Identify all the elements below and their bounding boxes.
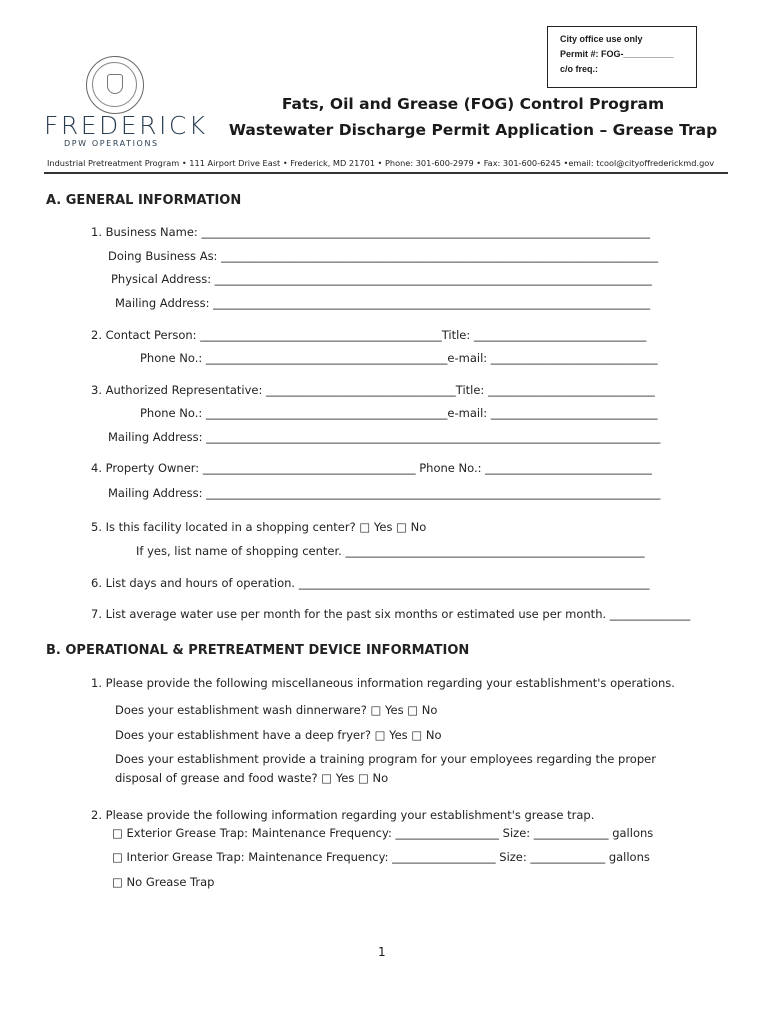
training-question-line1: Does your establishment provide a training program for your employees regarding the proper (115, 752, 656, 766)
logo-wordmark: FREDERICK (44, 111, 208, 140)
no-grease-trap-option[interactable]: □ No Grease Trap (112, 875, 215, 889)
program-address-line: Industrial Pretreatment Program • 111 Airport Drive East • Frederick, MD 21701 • Phone: 301-600-2979 • Fax: 301-600-6245 •email: tcool@cityoffrederickmd.gov (47, 158, 715, 168)
office-use-label: City office use only (560, 34, 643, 44)
grease-trap-prompt: 2. Please provide the following information regarding your establishment's grease trap. (91, 808, 595, 822)
water-use-field[interactable]: 7. List average water use per month for the past six months or estimated use per month. ______________ (91, 607, 691, 621)
mailing-address-field[interactable]: Mailing Address: ____________________________________________________________________________ (115, 296, 651, 310)
document-subtitle: Wastewater Discharge Permit Application – Grease Trap (228, 121, 718, 139)
doing-business-as-field[interactable]: Doing Business As: ____________________________________________________________________________ (108, 249, 659, 263)
misc-info-prompt: 1. Please provide the following miscellaneous information regarding your establishment's operations. (91, 676, 675, 690)
document-title: Fats, Oil and Grease (FOG) Control Program (281, 95, 665, 113)
city-office-use-box (547, 26, 697, 88)
training-question-line2[interactable]: disposal of grease and food waste? □ Yes □ No (115, 771, 389, 785)
page-number: 1 (378, 945, 386, 959)
authorized-representative-field[interactable]: 3. Authorized Representative: _________________________________Title: _____________________________ (91, 383, 655, 397)
shopping-center-name-field[interactable]: If yes, list name of shopping center. ____________________________________________________ (136, 544, 645, 558)
days-hours-field[interactable]: 6. List days and hours of operation. _____________________________________________________________ (91, 576, 650, 590)
dinnerware-question[interactable]: Does your establishment wash dinnerware? □ Yes □ No (115, 703, 438, 717)
shopping-center-question[interactable]: 5. Is this facility located in a shopping center? □ Yes □ No (91, 520, 427, 534)
exterior-grease-trap-row[interactable]: □ Exterior Grease Trap: Maintenance Frequency: __________________ Size: _____________ gallons (112, 826, 654, 840)
deep-fryer-question[interactable]: Does your establishment have a deep fryer? □ Yes □ No (115, 728, 442, 742)
city-seal-logo (86, 56, 144, 114)
representative-mailing-field[interactable]: Mailing Address: _______________________________________________________________________________ (108, 430, 661, 444)
owner-mailing-field[interactable]: Mailing Address: _______________________________________________________________________________ (108, 486, 661, 500)
business-name-field[interactable]: 1. Business Name: ______________________________________________________________________________ (91, 225, 650, 239)
permit-number-field: Permit #: FOG-__________ (560, 49, 674, 59)
header-divider (44, 172, 728, 174)
contact-phone-field[interactable]: Phone No.: __________________________________________e-mail: _____________________________ (140, 351, 658, 365)
representative-phone-field[interactable]: Phone No.: __________________________________________e-mail: _____________________________ (140, 406, 658, 420)
interior-grease-trap-row[interactable]: □ Interior Grease Trap: Maintenance Frequency: __________________ Size: _____________ gallons (112, 850, 650, 864)
logo-subtitle: DPW OPERATIONS (64, 139, 159, 148)
physical-address-field[interactable]: Physical Address: ____________________________________________________________________________ (111, 272, 652, 286)
section-a-heading: A. GENERAL INFORMATION (46, 193, 242, 208)
section-b-heading: B. OPERATIONAL & PRETREATMENT DEVICE INFORMATION (46, 643, 470, 658)
property-owner-field[interactable]: 4. Property Owner: _____________________________________ Phone No.: _____________________________ (91, 461, 652, 475)
co-frequency-field: c/o freq.: (560, 64, 599, 74)
contact-person-field[interactable]: 2. Contact Person: __________________________________________Title: ______________________________ (91, 328, 647, 342)
